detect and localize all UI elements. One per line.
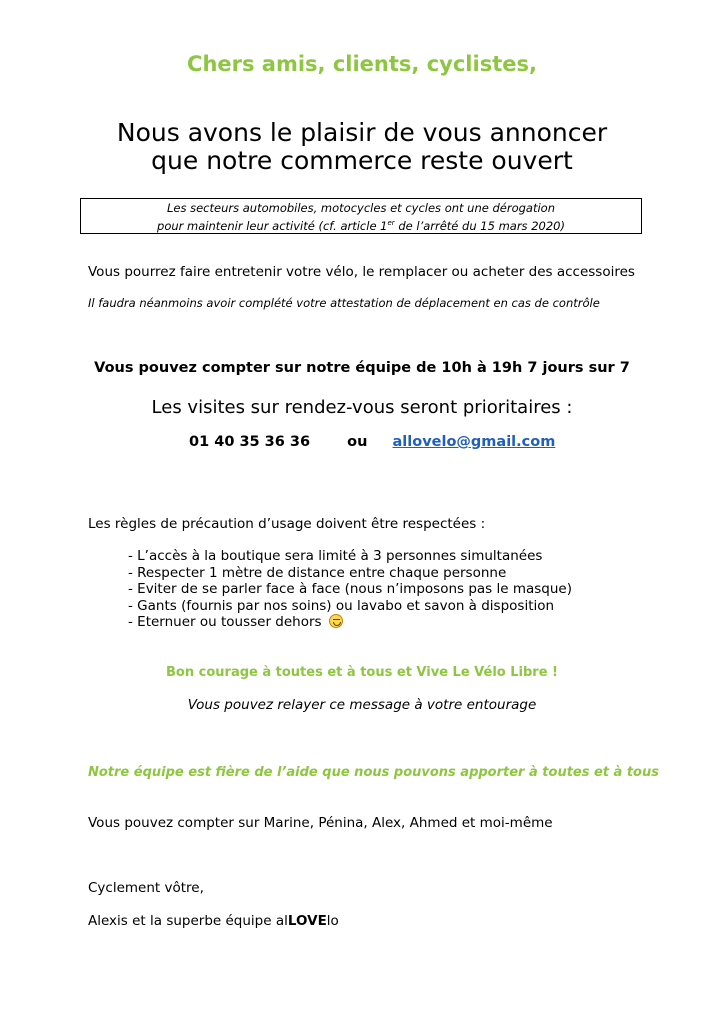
email-link[interactable]: allovelo@gmail.com <box>392 434 556 450</box>
derogation-notice-box <box>80 198 642 234</box>
announcement-line-2: que notre commerce reste ouvert <box>151 146 573 175</box>
notice-line-2: pour maintenir leur activité (cf. article 1er de l’arrêté du 15 mars 2020) <box>157 218 565 233</box>
list-item: - Eviter de se parler face à face (nous n’imposons pas le masque) <box>128 581 572 597</box>
team-pride-message: Notre équipe est fière de l’aide que nous pouvons apporter à toutes et à tous <box>88 765 659 780</box>
list-item: - L’accès à la boutique sera limité à 3 personnes simultanées <box>128 548 543 564</box>
closing-regards: Cyclement vôtre, <box>88 880 204 896</box>
services-text: Vous pourrez faire entretenir votre vélo, le remplacer ou acheter des accessoires <box>88 264 635 280</box>
list-item: - Gants (fournis par nos soins) ou lavabo et savon à disposition <box>128 597 555 614</box>
smiley-icon <box>329 614 343 628</box>
greeting-heading: Chers amis, clients, cyclistes, <box>187 52 537 76</box>
courage-message: Bon courage à toutes et à tous et Vive Le Vélo Libre ! <box>166 665 558 680</box>
contact-line <box>189 434 555 450</box>
notice-line-1: Les secteurs automobiles, motocycles et cycles ont une dérogation <box>166 201 556 215</box>
rules-list <box>128 548 572 631</box>
relay-message: Vous pouvez relayer ce message à votre entourage <box>187 697 537 713</box>
team-members: Vous pouvez compter sur Marine, Pénina, Alex, Ahmed et moi-même <box>88 815 553 831</box>
announcement-line-1: Nous avons le plaisir de vous annoncer <box>116 118 608 147</box>
list-item: - Eternuer ou tousser dehors <box>128 614 572 631</box>
appointments-priority: Les visites sur rendez-vous seront prioritaires : <box>151 397 573 418</box>
opening-hours: Vous pouvez compter sur notre équipe de 10h à 19h 7 jours sur 7 <box>94 360 630 376</box>
signature: Alexis et la superbe équipe alLOVElo <box>88 913 339 929</box>
list-item: - Respecter 1 mètre de distance entre chaque personne <box>128 564 507 581</box>
contact-or: ou <box>347 434 368 450</box>
rules-intro: Les règles de précaution d’usage doivent être respectées : <box>88 516 486 532</box>
phone-number: 01 40 35 36 36 <box>189 434 311 450</box>
attestation-text: Il faudra néanmoins avoir complété votre attestation de déplacement en cas de contrôle <box>88 296 600 310</box>
